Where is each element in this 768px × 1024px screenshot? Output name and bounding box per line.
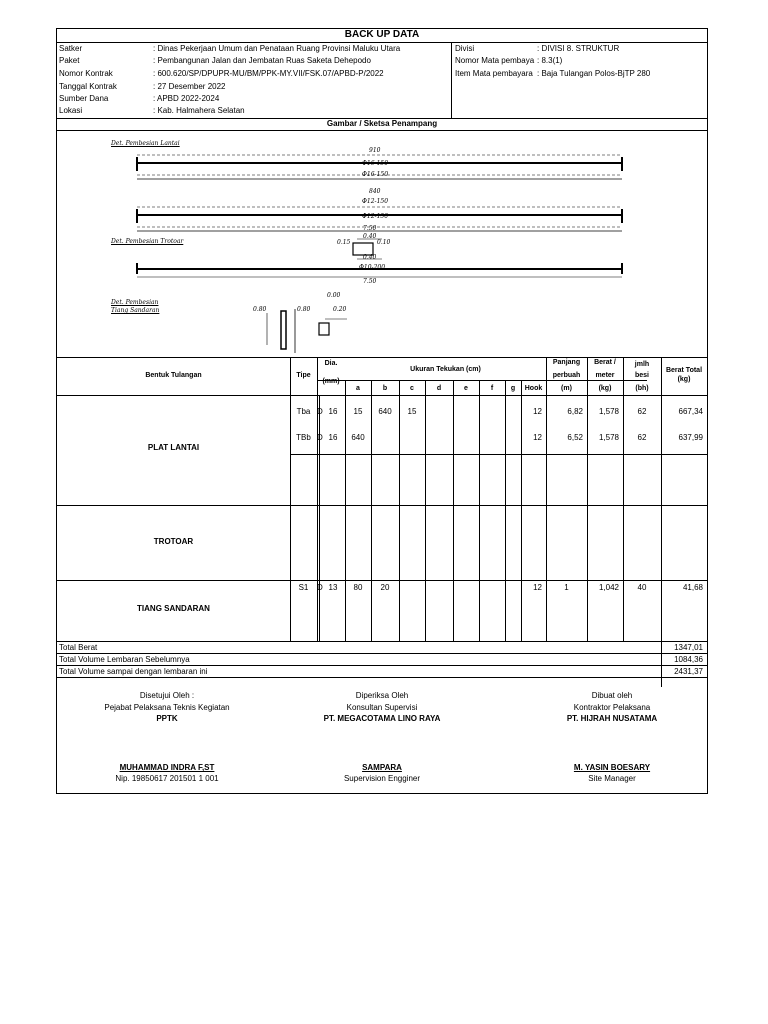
- sumber-dana-value: : APBD 2022-2024: [153, 94, 220, 103]
- sketch-title: Gambar / Sketsa Penampang: [326, 119, 438, 128]
- row1-a: 15: [353, 407, 363, 416]
- sig3-org: PT. HIJRAH NUSATAMA: [566, 714, 658, 723]
- sheet-title: BACK UP DATA: [344, 29, 420, 40]
- col-panjang-2: perbuah: [552, 372, 581, 379]
- satker-label: Satker: [59, 44, 83, 53]
- col-berat-2: meter: [595, 372, 615, 379]
- row2-a: 640: [351, 433, 365, 442]
- row3-d: D: [317, 583, 323, 592]
- table-row: S1: [298, 583, 309, 592]
- dim-080a-label: 0.80: [253, 306, 267, 313]
- item-mata-label: Item Mata pembayara: [455, 69, 533, 78]
- col-bentuk: Bentuk Tulangan: [145, 372, 202, 379]
- dim-080b-label: 0.80: [297, 306, 311, 313]
- satker-value: : Dinas Pekerjaan Umum dan Penataan Ruang Provinsi Maluku Utara: [153, 44, 401, 53]
- row1-c: 15: [407, 407, 417, 416]
- row2-berat: 1,578: [598, 433, 619, 442]
- nomor-kontrak-label: Nomor Kontrak: [59, 69, 113, 78]
- dim-015-label: 0.15: [337, 239, 351, 246]
- sig3-line2: Kontraktor Pelaksana: [573, 703, 651, 712]
- col-c: c: [410, 385, 414, 392]
- sumber-dana-label: Sumber Dana: [59, 94, 109, 103]
- sig1-role: Nip. 19850617 201501 1 001: [115, 774, 219, 783]
- sig2-name: SAMPARA: [362, 763, 402, 772]
- row2-d: D: [317, 433, 323, 442]
- tanggal-kontrak-label: Tanggal Kontrak: [59, 82, 117, 91]
- col-dia: Dia.: [324, 360, 338, 367]
- dim-020-label: 0.20: [333, 306, 347, 313]
- sig2-line1: Diperiksa Oleh: [355, 691, 409, 700]
- col-panjang-1: Panjang: [552, 359, 581, 366]
- col-f: f: [490, 385, 494, 392]
- col-jml-3: (bh): [635, 385, 649, 392]
- row2-total: 637,99: [678, 433, 703, 442]
- nomor-mata-label: Nomor Mata pembaya: [455, 56, 535, 65]
- lantai-detail-label: Det. Pembesian Lantai: [111, 140, 180, 147]
- row1-jml: 62: [637, 407, 647, 416]
- section-trotoar: TROTOAR: [153, 537, 194, 546]
- col-d: d: [436, 385, 442, 392]
- row3-a: 80: [353, 583, 363, 592]
- dim-000-label: 0.00: [327, 292, 341, 299]
- trotoar-detail-label: Det. Pembesian Trotoar: [111, 238, 184, 245]
- tiang-detail-label-1: Det. Pembesian: [111, 299, 159, 306]
- row3-jml: 40: [637, 583, 647, 592]
- divisi-label: Divisi: [455, 44, 475, 53]
- col-dia-mm: (mm): [322, 378, 340, 385]
- row2-panjang: 6,52: [567, 433, 583, 442]
- bar-d12-label-top: Φ12-150: [362, 198, 389, 205]
- dim-010-label: 0.10: [377, 239, 391, 246]
- col-berat-1: Berat /: [594, 359, 616, 366]
- item-mata-value: : Baja Tulangan Polos-BjTP 280: [537, 69, 651, 78]
- row3-panjang: 1: [564, 583, 569, 592]
- sig3-name: M. YASIN BOESARY: [573, 763, 651, 772]
- sig1-line1: Disetujui Oleh :: [139, 691, 195, 700]
- row3-hook: 12: [533, 583, 542, 592]
- paket-value: : Pembangunan Jalan dan Jembatan Ruas Saketa Dehepodo: [153, 56, 371, 65]
- total-sebelumnya-value: 1084,36: [674, 655, 703, 664]
- sig1-name: MUHAMMAD INDRA F,ST: [119, 763, 215, 772]
- row1-berat: 1,578: [598, 407, 619, 416]
- row2-dia: 16: [328, 433, 338, 442]
- row3-dia: 13: [328, 583, 338, 592]
- col-panjang-3: (m): [561, 385, 572, 392]
- col-g: g: [510, 385, 516, 392]
- backup-data-sheet: [56, 28, 708, 794]
- dim-040-bottom-label: 0.40: [363, 254, 377, 261]
- col-e: e: [464, 385, 468, 392]
- lokasi-label: Lokasi: [59, 106, 83, 115]
- row1-panjang: 6,82: [567, 407, 583, 416]
- divisi-value: : DIVISI 8. STRUKTUR: [537, 44, 620, 53]
- col-total-1: Berat Total: [665, 367, 703, 374]
- sig2-role: Supervision Engginer: [343, 774, 421, 783]
- bar-d16-label-top: Φ16-150: [362, 160, 389, 167]
- lokasi-value: : Kab. Halmahera Selatan: [153, 106, 245, 115]
- row1-hook: 12: [533, 407, 542, 416]
- sig2-org: PT. MEGACOTAMA LINO RAYA: [323, 714, 441, 723]
- dim-910-label: 910: [369, 147, 381, 154]
- paket-label: Paket: [59, 56, 80, 65]
- total-sampai-label: Total Volume sampai dengan lembaran ini: [59, 667, 208, 676]
- table-row: TBb: [296, 433, 311, 442]
- section-plat-lantai: PLAT LANTAI: [147, 443, 200, 452]
- col-hook: Hook: [524, 385, 543, 392]
- dim-040-top-label: 0.40: [363, 233, 377, 240]
- row2-hook: 12: [533, 433, 542, 442]
- sig3-line1: Dibuat oleh: [591, 691, 633, 700]
- row3-b: 20: [380, 583, 390, 592]
- nomor-kontrak-value: : 600.620/SP/DPUPR-MU/BM/PPK-MY.VII/FSK.07/APBD-P/2022: [153, 69, 384, 78]
- bar-d12-label-bottom: Φ12-150: [362, 213, 389, 220]
- bar-d16-label-bottom: Φ16-150: [362, 171, 389, 178]
- row1-d: D: [317, 407, 323, 416]
- col-ukuran: Ukuran Tekukan (cm): [410, 366, 481, 373]
- row1-dia: 16: [328, 407, 338, 416]
- tanggal-kontrak-value: : 27 Desember 2022: [153, 82, 226, 91]
- col-jml-1: jmlh: [634, 361, 650, 368]
- dim-750-top-label: 7.50: [363, 225, 377, 232]
- dim-750-bottom-label: 7.50: [363, 278, 377, 285]
- total-berat-label: Total Berat: [59, 643, 98, 652]
- sig1-org: PPTK: [156, 714, 178, 723]
- total-sebelumnya-label: Total Volume Lembaran Sebelumnya: [59, 655, 190, 664]
- tiang-detail-label-2: Tiang Sandaran: [111, 307, 160, 314]
- sig3-role: Site Manager: [588, 774, 636, 783]
- table-row: Tba: [296, 407, 311, 416]
- row1-b: 640: [378, 407, 392, 416]
- dim-840-label: 840: [369, 188, 381, 195]
- sig1-line2: Pejabat Pelaksana Teknis Kegiatan: [104, 703, 230, 712]
- col-tipe: Tipe: [296, 372, 311, 379]
- col-a: a: [356, 385, 360, 392]
- row1-total: 667,34: [678, 407, 703, 416]
- row3-total: 41,68: [682, 583, 703, 592]
- nomor-mata-value: : 8.3(1): [537, 56, 563, 65]
- total-berat-value: 1347,01: [674, 643, 703, 652]
- total-sampai-value: 2431,37: [674, 667, 703, 676]
- col-total-2: (kg): [677, 376, 691, 383]
- sig2-line2: Konsultan Supervisi: [346, 703, 418, 712]
- col-b: b: [382, 385, 388, 392]
- row2-jml: 62: [637, 433, 647, 442]
- section-tiang-sandaran: TIANG SANDARAN: [137, 604, 210, 613]
- col-jml-2: besi: [634, 372, 649, 379]
- row3-berat: 1,042: [598, 583, 619, 592]
- bar-d10-label: Φ10-200: [359, 264, 386, 271]
- col-berat-3: (kg): [598, 385, 612, 392]
